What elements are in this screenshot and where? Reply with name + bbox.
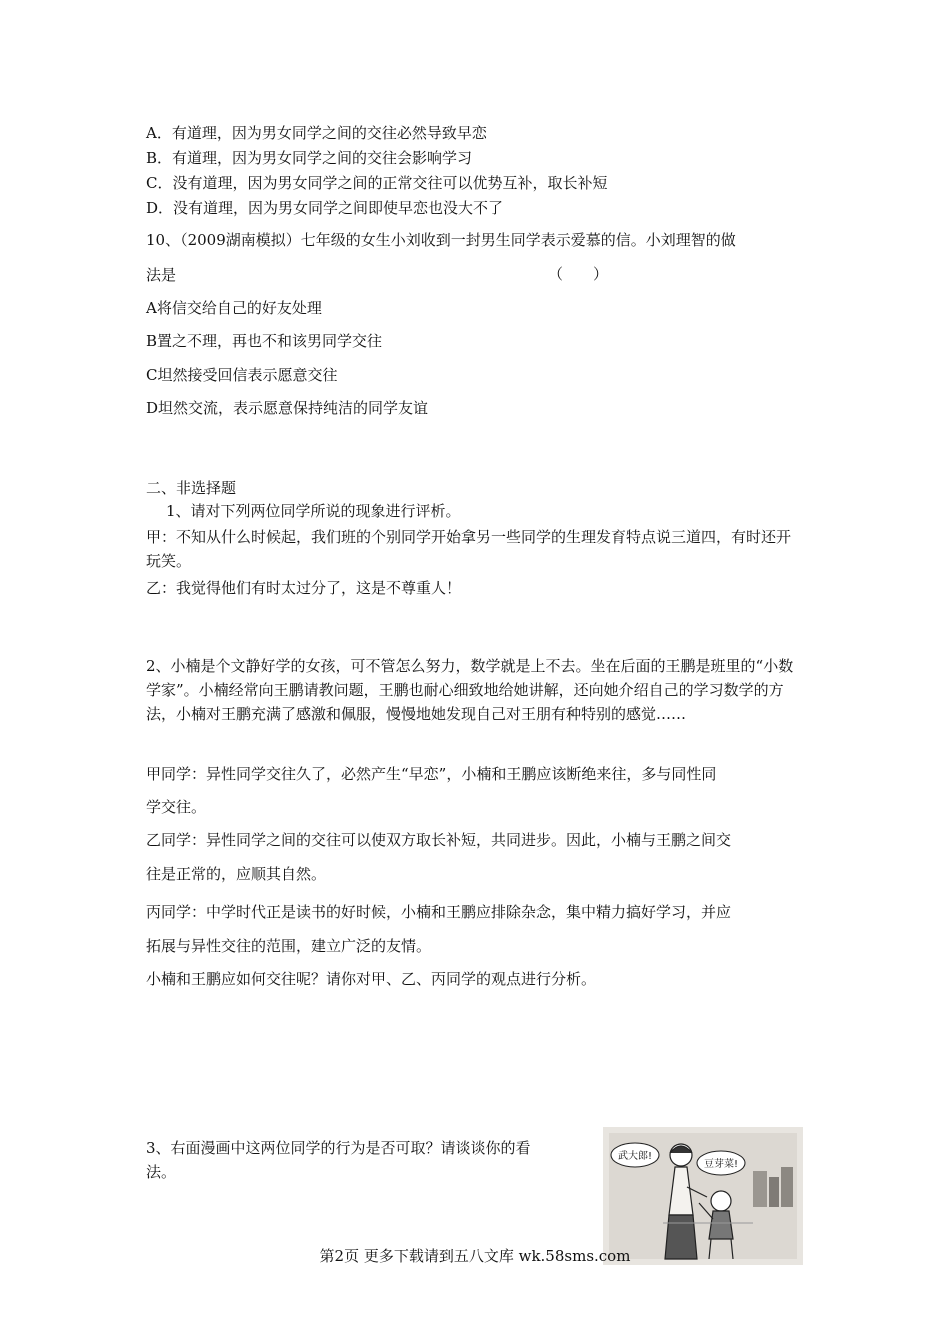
- building-2: [769, 1177, 779, 1207]
- page-footer: 第2页 更多下载请到五八文库 wk.58sms.com: [319, 1247, 631, 1265]
- q1-yi: 乙：我觉得他们有时太过分了，这是不尊重人！: [146, 579, 462, 597]
- q2-question: 小楠和王鹏应如何交往呢？请你对甲、乙、丙同学的观点进行分析。: [146, 970, 597, 988]
- q2-yi-line2: 往是正常的，应顺其自然。: [146, 865, 327, 883]
- speech-text-left: 武大郎!: [617, 1151, 653, 1162]
- q10-option-d: D坦然交流，表示愿意保持纯洁的同学友谊: [146, 399, 429, 417]
- q1-prompt: 1、请对下列两位同学所说的现象进行评析。: [166, 502, 461, 520]
- q10-option-c: C坦然接受回信表示愿意交往: [146, 366, 338, 384]
- q9-option-d: D．没有道理，因为男女同学之间即使早恋也没大不了: [146, 199, 504, 217]
- q2-passage: 2、小楠是个文静好学的女孩，可不管怎么努力，数学就是上不去。坐在后面的王鹏是班里的“小数学家”。小楠经常向王鹏请教问题，王鹏也耐心细致地给她讲解，还向她介绍自己的学习数学的方法，小楠对王鹏充满了感激和佩服，慢慢地她发现自己对王朋有种特别的感觉……: [146, 657, 794, 723]
- q1-jia: 甲：不知从什么时候起，我们班的个别同学开始拿另一些同学的生理发育特点说三道四，有时还开玩笑。: [146, 528, 792, 570]
- q2-jia-line1: 甲同学：异性同学交往久了，必然产生“早恋”，小楠和王鹏应该断绝来往，多与同性同: [146, 765, 717, 783]
- q2-jia-line2: 学交往。: [146, 798, 207, 816]
- q2-yi-line1: 乙同学：异性同学之间的交往可以使双方取长补短，共同进步。因此，小楠与王鹏之间交: [146, 831, 732, 849]
- q3-line1: 3、右面漫画中这两位同学的行为是否可取？请谈谈你的看: [146, 1139, 531, 1157]
- cartoon-image: [603, 1127, 803, 1265]
- building-3: [781, 1167, 793, 1207]
- section-heading: 二、非选择题: [146, 479, 237, 497]
- q10-stem-line2: 法是: [146, 266, 177, 284]
- q3-line2: 法。: [146, 1163, 177, 1181]
- building-1: [753, 1171, 767, 1207]
- q2-bing-line1: 丙同学：中学时代正是读书的好时候，小楠和王鹏应排除杂念，集中精力搞好学习，并应: [146, 903, 732, 921]
- q10-option-a: A将信交给自己的好友处理: [146, 299, 322, 317]
- q9-option-a: A．有道理，因为男女同学之间的交往必然导致早恋: [146, 124, 487, 142]
- q9-option-b: B．有道理，因为男女同学之间的交往会影响学习: [146, 149, 473, 167]
- q9-option-c: C．没有道理，因为男女同学之间的正常交往可以优势互补，取长补短: [146, 174, 608, 192]
- answer-parentheses: （ ）: [548, 265, 609, 283]
- speech-text-right: 豆芽菜!: [703, 1159, 739, 1170]
- q10-stem-line1: 10、（2009湖南模拟）七年级的女生小刘收到一封男生同学表示爱慕的信。小刘理智的做: [146, 231, 736, 249]
- q2-bing-line2: 拓展与异性交往的范围，建立广泛的友情。: [146, 937, 432, 955]
- q10-option-b: B置之不理，再也不和该男同学交往: [146, 332, 383, 350]
